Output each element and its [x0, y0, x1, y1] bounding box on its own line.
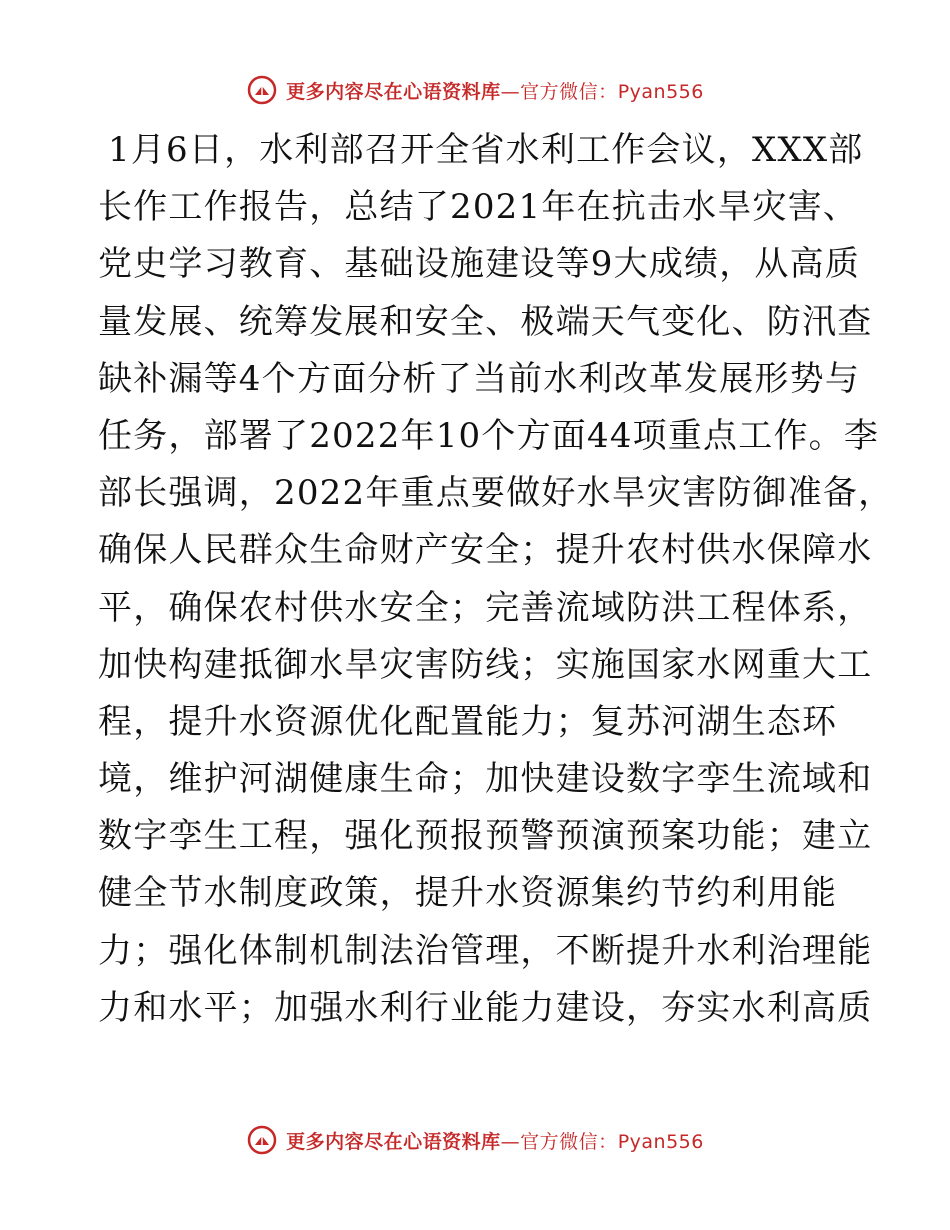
- footer-banner-text: [286, 1127, 704, 1154]
- body-line-6: 任务，部署了2022年10个方面44项重点工作。李: [98, 415, 880, 456]
- body-line-9: 平，确保农村供水安全；完善流域防洪工程体系，: [98, 587, 873, 628]
- body-line-8: 确保人民群众生命财产安全；提升农村供水保障水: [98, 530, 873, 571]
- book-feather-logo-icon: [246, 74, 278, 106]
- footer-official-label: 官方微信：: [520, 1130, 618, 1153]
- header-brand-text: 更多内容尽在心语资料库: [286, 80, 501, 103]
- footer-brand-text: 更多内容尽在心语资料库: [286, 1130, 501, 1153]
- footer-separator: —: [500, 1130, 521, 1153]
- body-line-12: 境，维护河湖健康生命；加快建设数字孪生流域和: [98, 759, 873, 800]
- body-line-4: 量发展、统筹发展和安全、极端天气变化、防汛查: [98, 301, 873, 342]
- body-line-1: 1月6日，水利部召开全省水利工作会议，XXX部: [108, 130, 864, 170]
- header-official-label: 官方微信：: [520, 80, 618, 103]
- header-separator: —: [500, 80, 521, 103]
- body-line-13: 数字孪生工程，强化预报预警预演预案功能；建立: [98, 816, 873, 857]
- body-line-3: 党史学习教育、基础设施建设等9大成绩，从高质: [98, 244, 861, 285]
- document-body: [98, 122, 894, 1037]
- body-line-16: 力和水平；加强水利行业能力建设，夯实水利高质: [98, 987, 873, 1028]
- header-account: Pyan556: [617, 80, 704, 103]
- book-feather-logo-icon: [246, 1124, 278, 1156]
- footer-account: Pyan556: [617, 1130, 704, 1153]
- header-banner-text: [286, 77, 704, 104]
- body-line-5: 缺补漏等4个方面分析了当前水利改革发展形势与: [98, 358, 861, 399]
- body-line-14: 健全节水制度政策，提升水资源集约节约利用能: [98, 873, 838, 914]
- header-watermark-banner: [0, 70, 950, 110]
- body-line-7: 部长强调，2022年重点要做好水旱灾害防御准备，: [98, 473, 894, 514]
- body-line-11: 程，提升水资源优化配置能力；复苏河湖生态环: [98, 701, 838, 742]
- body-line-10: 加快构建抵御水旱灾害防线；实施国家水网重大工: [98, 644, 873, 685]
- footer-watermark-banner: [0, 1120, 950, 1160]
- body-line-2: 长作工作报告，总结了2021年在抗击水旱灾害、: [98, 187, 859, 228]
- body-line-15: 力；强化体制机制法治管理，不断提升水利治理能: [98, 930, 873, 971]
